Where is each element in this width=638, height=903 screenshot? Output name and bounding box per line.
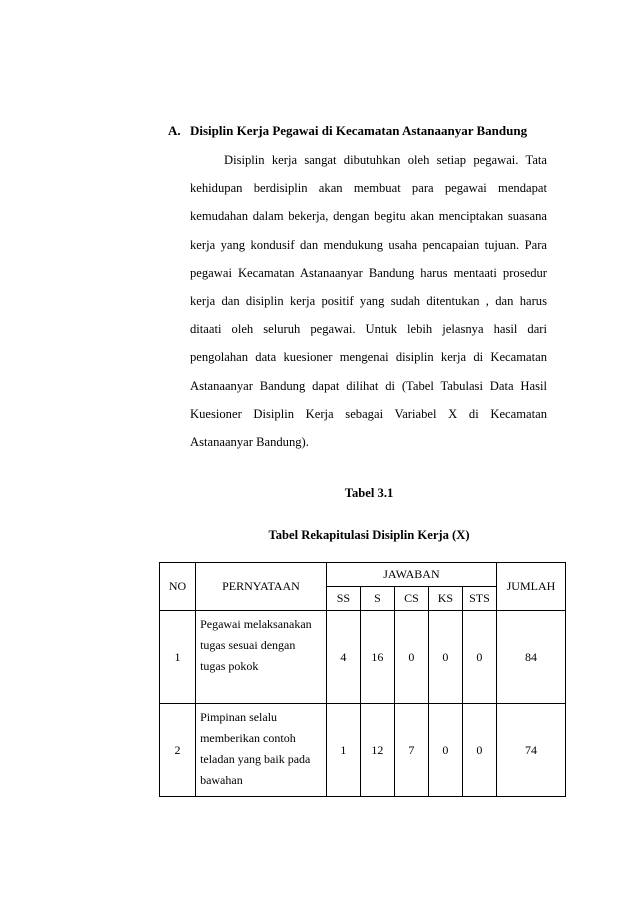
row-no: 1 (160, 611, 196, 704)
row-cs: 0 (394, 611, 428, 704)
recap-table (159, 562, 566, 797)
header-answers: JAWABAN (326, 563, 496, 587)
table-title: Tabel Rekapitulasi Disiplin Kerja (X) (268, 528, 470, 542)
row-sts: 0 (462, 704, 496, 797)
section-letter: A. (168, 123, 181, 138)
row-total: 74 (496, 704, 565, 797)
body-paragraph: Disiplin kerja sangat dibutuhkan oleh setiap pegawai. Tata kehidupan berdisiplin akan membuat para pegawai mendapat kemudahan dalam bekerja, dengan begitu akan menciptakan suasana kerja yang kondusif dan mendukung usaha pencapaian tujuan. Para pegawai Kecamatan Astanaanyar Bandung harus mentaati prosedur kerja dan disiplin kerja positif yang sudah ditentukan , dan harus ditaati oleh seluruh pegawai. Untuk lebih jelasnya hasil dari pengolahan data kuesioner mengenai disiplin kerja di Kecamatan Astanaanyar Bandung dapat dilihat di (Tabel Tabulasi Data Hasil Kuesioner Disiplin Kerja sebagai Variabel X di Kecamatan Astanaanyar Bandung). (190, 153, 547, 450)
row-s: 12 (360, 704, 394, 797)
row-cs: 7 (394, 704, 428, 797)
row-statement: Pegawai melaksanakan tugas sesuai dengan tugas pokok (196, 611, 327, 704)
row-s: 16 (360, 611, 394, 704)
row-ks: 0 (428, 704, 462, 797)
table-row (160, 611, 566, 704)
row-no: 2 (160, 704, 196, 797)
row-ss: 4 (326, 611, 360, 704)
header-cs: CS (394, 587, 428, 611)
header-s: S (360, 587, 394, 611)
row-ss: 1 (326, 704, 360, 797)
header-statement: PERNYATAAN (196, 563, 327, 611)
header-sts: STS (462, 587, 496, 611)
header-ks: KS (428, 587, 462, 611)
header-total: JUMLAH (496, 563, 565, 611)
table-row (160, 704, 566, 797)
section-heading (168, 123, 588, 139)
row-statement: Pimpinan selalu memberikan contoh teladan yang baik pada bawahan (196, 704, 327, 797)
header-ss: SS (326, 587, 360, 611)
row-ks: 0 (428, 611, 462, 704)
table-header-row (160, 563, 566, 587)
row-sts: 0 (462, 611, 496, 704)
header-no: NO (160, 563, 196, 611)
row-total: 84 (496, 611, 565, 704)
section-title: Disiplin Kerja Pegawai di Kecamatan Astanaanyar Bandung (190, 123, 528, 138)
table-number: Tabel 3.1 (344, 486, 394, 500)
